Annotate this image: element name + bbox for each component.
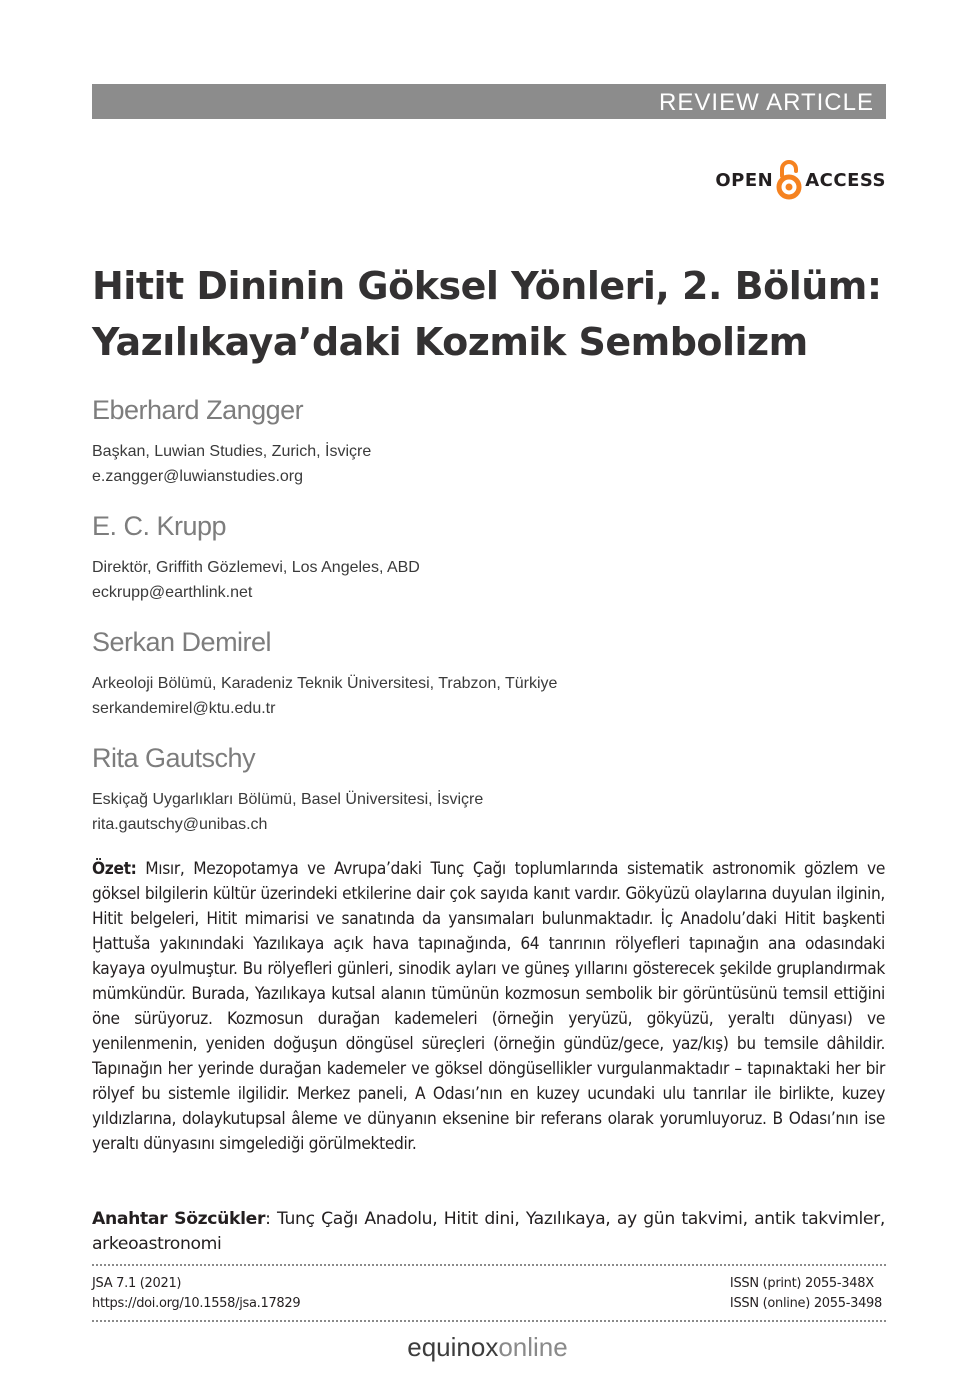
author-affiliation: Eskiçağ Uygarlıkları Bölümü, Basel Üniversitesi, İsviçre (92, 791, 484, 808)
author-name: E. C. Krupp (92, 511, 227, 541)
author-name: Serkan Demirel (92, 627, 272, 657)
journal-info (92, 1274, 300, 1314)
article-type-label: REVIEW ARTICLE (659, 89, 874, 116)
open-access-left-text: OPEN (715, 169, 774, 191)
author-email[interactable]: e.zangger@luwianstudies.org (92, 468, 304, 485)
keywords-label: Anahtar Sözcükler (92, 1209, 266, 1229)
open-access-lock-icon (776, 159, 802, 201)
title-line-2: Yazılıkaya’daki Kozmik Sembolizm (92, 320, 808, 364)
issn-info (730, 1274, 882, 1314)
publisher-logo-part2: online (498, 1332, 568, 1362)
issn-print: ISSN (print) 2055-348X (729, 1276, 874, 1291)
keywords-text: : Tunç Çağı Anadolu, Hitit dini, Yazılıkaya, ay gün takvimi, antik takvimler, arkeoastronomi (92, 1209, 885, 1254)
issn-online: ISSN (online) 2055-3498 (729, 1296, 882, 1311)
publisher-logo-part1: equinox (407, 1332, 499, 1362)
abstract (92, 857, 885, 1157)
author-list (92, 393, 892, 857)
open-access-badge (715, 158, 886, 202)
author-email[interactable]: rita.gautschy@unibas.ch (92, 816, 268, 833)
author-email[interactable]: eckrupp@earthlink.net (92, 584, 253, 601)
author-block (92, 393, 892, 509)
author-affiliation: Arkeoloji Bölümü, Karadeniz Teknik Üniversitesi, Trabzon, Türkiye (92, 675, 558, 692)
author-block (92, 741, 892, 857)
author-name: Rita Gautschy (92, 743, 256, 773)
article-type-banner (92, 84, 886, 119)
abstract-text: Mısır, Mezopotamya ve Avrupa’daki Tunç Çağı toplumlarında sistematik astronomik gözlem ve göksel bilgilerin kültür üzerindeki etkilerine dair çok sayıda kanıt vardır. Gökyüzü olaylarına duyulan ilginin, Hitit belgeleri, Hitit mimarisi ve sanatında da yansımaları bulunmaktadır. İç Anadolu’daki Hitit başkenti Ḫattuša yakınındaki Yazılıkaya açık hava tapınağında, 64 tanrının rölyefleri tapınağın ana odasındaki kayaya oyulmuştur. Bu rölyefleri günleri, sinodik ayları ve güneş yıllarını gösterecek şekilde gruplandırmak mümkündür. Burada, Yazılıkaya kutsal alanın tümünün kozmosun sembolik bir görüntüsünü temsil ettiğini öne sürüyoruz. Kozmosun durağan kademeleri (örneğin yeryüzü, gökyüzü, yeraltı dünyası) ve yenilenmenin, yeniden doğuşun döngüsel süreçleri (örneğin gündüz/gece, yaz/kış) bu temsile dâhildir. Tapınağın her yerinde durağan kademeler ve göksel döngüsellikler vurgulanmaktadır – tapınaktaki her bir rölyef bu sistemle ilgilidir. Merkez paneli, A Odası’nın en kuzey ucundaki ulu tanrılar ile birlikte, kuzey yıldızlarına, dolaykutupsal âleme ve dünyanın eksenine bir referans olarak yorumluyoruz. B Odası’nın ise yeraltı dünyasını simgelediği görülmektedir. (92, 859, 885, 1154)
author-name: Eberhard Zangger (92, 395, 304, 425)
keywords (92, 1207, 885, 1257)
footer-divider-bottom (92, 1320, 886, 1322)
publisher-logo (0, 1332, 975, 1363)
author-block (92, 509, 892, 625)
abstract-label: Özet: (92, 859, 137, 879)
footer-divider-top (92, 1264, 886, 1266)
open-access-right-text: ACCESS (805, 169, 886, 191)
author-email[interactable]: serkandemirel@ktu.edu.tr (92, 700, 276, 717)
doi-link[interactable]: https://doi.org/10.1558/jsa.17829 (92, 1296, 301, 1311)
author-affiliation: Başkan, Luwian Studies, Zurich, İsviçre (92, 443, 372, 460)
author-affiliation: Direktör, Griffith Gözlemevi, Los Angeles, ABD (92, 559, 420, 576)
title-line-1: Hitit Dininin Göksel Yönleri, 2. Bölüm: (92, 264, 882, 308)
article-title (92, 258, 892, 370)
author-block (92, 625, 892, 741)
journal-issue: JSA 7.1 (2021) (92, 1276, 182, 1291)
